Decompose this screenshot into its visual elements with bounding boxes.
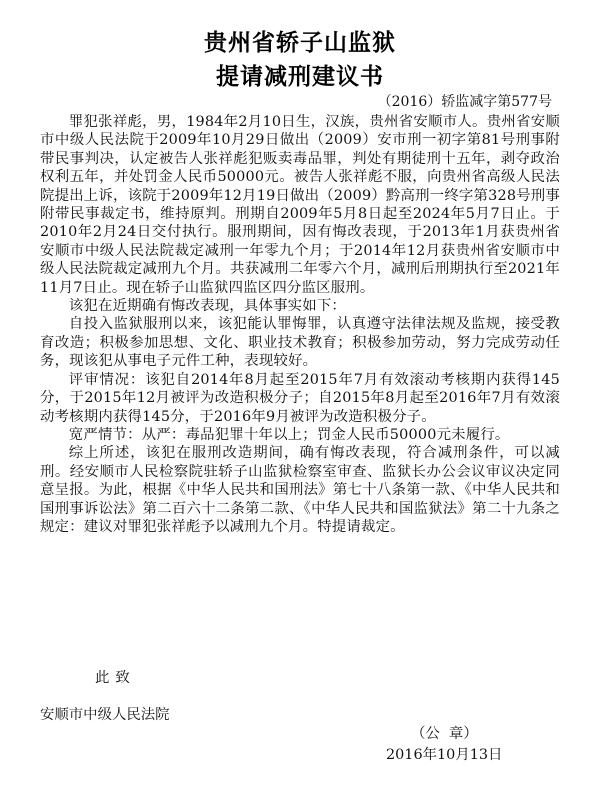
paragraph-conclusion: 综上所述，该犯在服刑改造期间，确有悔改表现，符合减刑条件，可以减刑。经安顺市人民检察院驻轿子山监狱检察室审查、监狱长办公会议审议决定同意呈报。为此，根据《中华人民共和国刑法》第七十八条第一款、《中华人民共和国刑事诉讼法》第二百六十二条第二款、《中华人民共和国监狱法》第二十九条之规定：建议对罪犯张祥彪予以减刑九个月。特提请裁定。 bbox=[40, 445, 560, 535]
recipient-court: 安顺市中级人民法院 bbox=[40, 707, 170, 723]
paragraph-conduct: 自投入监狱服刑以来，该犯能认罪悔罪，认真遵守法律法规及监规，接受教育改造；积极参加思想、文化、职业技术教育；积极参加劳动，努力完成劳动任务，现该犯从事电子元件工种，表现较好。 bbox=[40, 316, 560, 370]
document-number: （2016）轿监减字第577号 bbox=[377, 94, 552, 110]
document-title-type: 提请减刑建议书 bbox=[216, 64, 384, 90]
document-body bbox=[40, 113, 560, 536]
document-date: 2016年10月13日 bbox=[386, 747, 503, 763]
paragraph-facts-intro: 该犯在近期确有悔改表现，具体事实如下： bbox=[68, 298, 347, 315]
official-seal-placeholder: （公 章） bbox=[411, 726, 478, 742]
paragraph-circumstances: 宽严情节：从严：毒品犯罪十年以上；罚金人民币50000元未履行。 bbox=[68, 426, 510, 443]
paragraph-case-history: 罪犯张祥彪，男，1984年2月10日生，汉族，贵州省安顺市人。贵州省安顺市中级人民法院于2009年10月29日做出（2009）安市刑一初字第81号刑事附带民事判决，认定被告人张祥彪犯贩卖毒品罪，判处有期徒刑十五年，剥夺政治权利五年，并处罚金人民币50000元。被告人张祥彪不服，向贵州省高级人民法院提出上诉，该院于2009年12月19日做出（2009）黔高刑一终字第328号刑事附带民事裁定书，维持原判。刑期自2009年5月8日起至2024年5月7日止。于2010年2月24日交付执行。服刑期间，因有悔改表现，于2013年1月获贵州省安顺市中级人民法院裁定减刑一年零九个月；于2014年12月获贵州省安顺市中级人民法院裁定减刑九个月。共获减刑二年零六个月，减刑后刑期执行至2021年11月7日止。现在轿子山监狱四监区四分监区服刑。 bbox=[40, 114, 560, 296]
closing-greeting: 此致 bbox=[95, 670, 136, 686]
document-title-institution: 贵州省轿子山监狱 bbox=[204, 30, 396, 56]
paragraph-evaluation: 评审情况：该犯自2014年8月起至2015年7月有效滚动考核期内获得145分，于2015年12月被评为改造积极分子；自2015年8月起至2016年7月有效滚动考核期内获得145分，于2016年9月被评为改造积极分子。 bbox=[40, 371, 560, 425]
